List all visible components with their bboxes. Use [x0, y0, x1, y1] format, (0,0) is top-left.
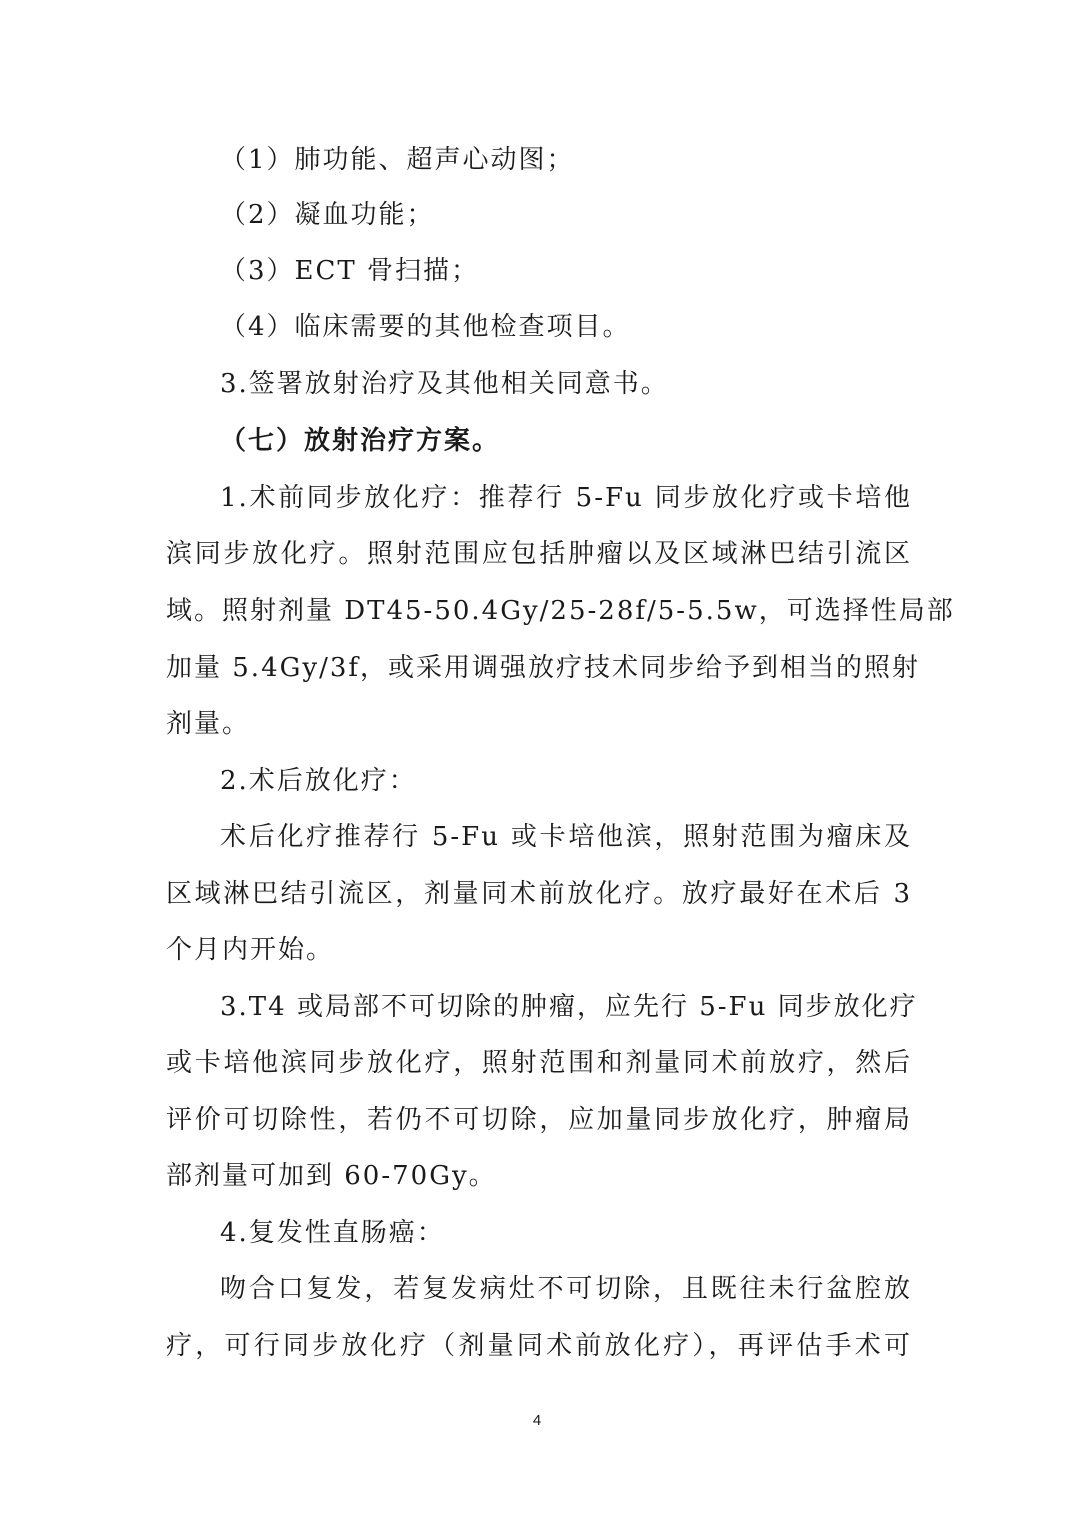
paragraph-preop-line-1: 1.术前同步放化疗：推荐行 5-Fu 同步放化疗或卡培他 [220, 483, 912, 513]
page-number: 4 [532, 1412, 542, 1429]
section-heading-radiotherapy-plan: （七）放射治疗方案。 [220, 426, 501, 456]
paragraph-preop-line-2: 滨同步放化疗。照射范围应包括肿瘤以及区域淋巴结引流区 [166, 539, 912, 569]
paragraph-t4-line-1: 3.T4 或局部不可切除的肿瘤，应先行 5-Fu 同步放化疗 [220, 992, 918, 1022]
list-item-coagulation: （2）凝血功能； [220, 200, 435, 230]
paragraph-t4-line-4: 部剂量可加到 60-70Gy。 [166, 1161, 497, 1191]
paragraph-recurrent-line-1: 吻合口复发，若复发病灶不可切除，且既往未行盆腔放 [220, 1274, 912, 1304]
list-item-ect-bone-scan: （3）ECT 骨扫描； [220, 256, 480, 286]
paragraph-postop-line-3: 个月内开始。 [166, 935, 335, 965]
paragraph-preop-line-3: 域。照射剂量 DT45-50.4Gy/25-28f/5-5.5w，可选择性局部 [166, 596, 955, 626]
paragraph-preop-line-5: 剂量。 [166, 709, 251, 739]
paragraph-postop-line-2: 区域淋巴结引流区，剂量同术前放化疗。放疗最好在术后 3 [166, 879, 912, 909]
paragraph-postop-line-1: 术后化疗推荐行 5-Fu 或卡培他滨，照射范围为瘤床及 [220, 822, 912, 852]
paragraph-t4-line-2: 或卡培他滨同步放化疗，照射范围和剂量同术前放疗，然后 [166, 1048, 912, 1078]
list-item-other-exams: （4）临床需要的其他检查项目。 [220, 312, 631, 342]
heading-postop: 2.术后放化疗： [220, 766, 417, 796]
paragraph-t4-line-3: 评价可切除性，若仍不可切除，应加量同步放化疗，肿瘤局 [166, 1105, 912, 1135]
paragraph-recurrent-line-2: 疗，可行同步放化疗（剂量同术前放化疗），再评估手术可 [166, 1331, 912, 1361]
list-item-pulmonary-function: （1）肺功能、超声心动图； [220, 145, 575, 175]
paragraph-preop-line-4: 加量 5.4Gy/3f，或采用调强放疗技术同步给予到相当的照射 [166, 653, 920, 683]
paragraph-consent: 3.签署放射治疗及其他相关同意书。 [220, 369, 669, 399]
heading-recurrent: 4.复发性直肠癌： [220, 1218, 445, 1248]
